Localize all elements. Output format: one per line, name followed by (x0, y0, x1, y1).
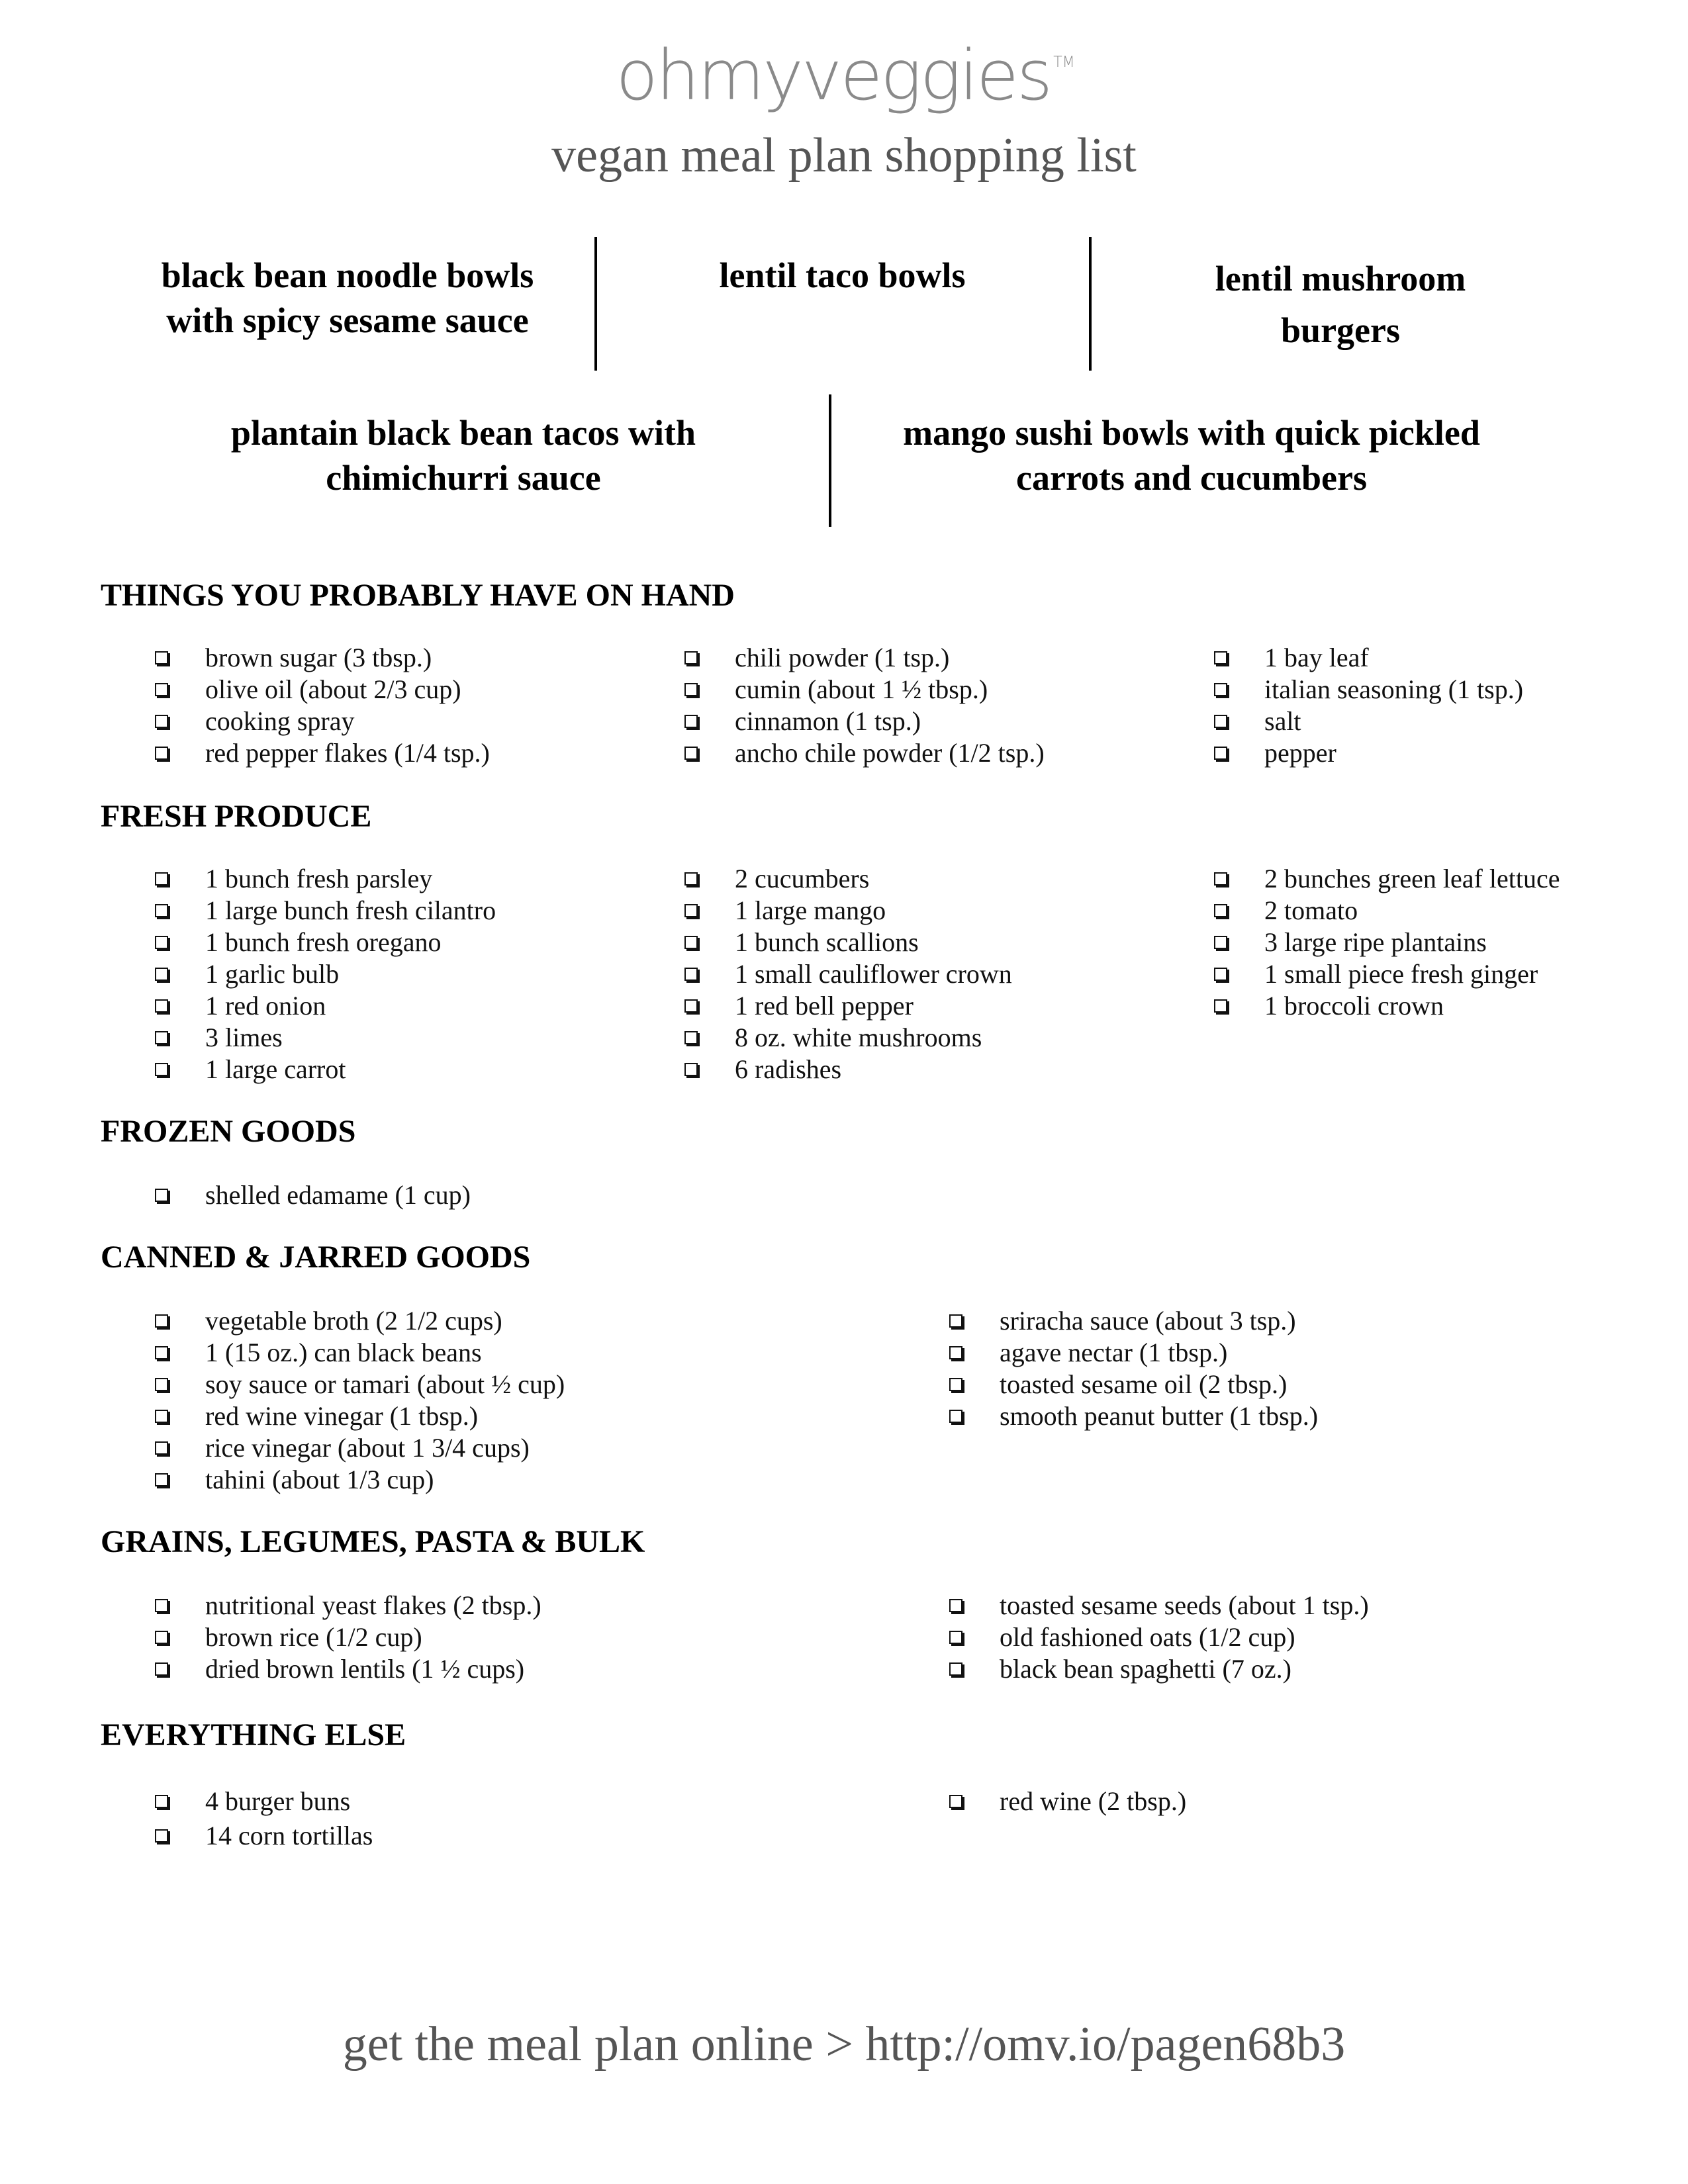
checklist-column (1158, 863, 1560, 1022)
checklist-item-label: 1 small cauliflower crown (735, 959, 1012, 989)
section-title-frozen-goods: FROZEN GOODS (101, 1114, 356, 1149)
recipe-title-4: plantain black bean tacos with chimichurri sauce (230, 413, 696, 498)
checklist-item (99, 895, 496, 927)
checkbox-icon[interactable] (155, 1346, 168, 1359)
checklist-item-label: 1 bunch fresh oregano (205, 927, 442, 957)
checklist-item (99, 1022, 496, 1054)
checkbox-icon[interactable] (155, 1189, 168, 1202)
checkbox-icon[interactable] (155, 1599, 168, 1612)
checklist-item-label: brown rice (1/2 cup) (205, 1622, 422, 1652)
recipe-divider-2 (1089, 237, 1092, 371)
checklist-item (629, 863, 1012, 895)
checkbox-icon[interactable] (1214, 747, 1227, 760)
checkbox-icon[interactable] (949, 1631, 962, 1644)
checklist-item (99, 1590, 541, 1621)
checklist-item (99, 1784, 373, 1819)
checklist-item-label: 1 large carrot (205, 1054, 346, 1084)
checkbox-icon[interactable] (155, 1662, 168, 1676)
checkbox-icon[interactable] (684, 747, 698, 760)
checklist-item-label: 4 burger buns (205, 1786, 351, 1816)
checklist-item-label: 3 large ripe plantains (1264, 927, 1487, 957)
checklist-item-label: 2 cucumbers (735, 864, 870, 893)
checklist-column (99, 1784, 373, 1853)
checklist-item-label: cooking spray (205, 706, 355, 736)
checklist-item-label: black bean spaghetti (7 oz.) (1000, 1654, 1291, 1684)
checkbox-icon[interactable] (155, 1314, 168, 1328)
checklist-item (629, 642, 1045, 674)
checklist-item (629, 927, 1012, 958)
checklist-item (99, 863, 496, 895)
checkbox-icon[interactable] (155, 683, 168, 696)
checklist-item (99, 1400, 565, 1432)
checklist-item-label: cinnamon (1 tsp.) (735, 706, 921, 736)
checkbox-icon[interactable] (155, 1829, 168, 1843)
checklist-column (99, 863, 496, 1085)
checkbox-icon[interactable] (155, 1795, 168, 1808)
checklist-item (99, 1653, 541, 1685)
checklist-column (99, 642, 490, 769)
checkbox-icon[interactable] (155, 1441, 168, 1455)
checklist-item (1158, 737, 1523, 769)
logo (0, 35, 1688, 116)
checklist-item-label: 1 small piece fresh ginger (1264, 959, 1538, 989)
recipe-title-5: mango sushi bowls with quick pickled carrots and cucumbers (903, 413, 1480, 498)
logo-text: ohmyveggies (616, 35, 1051, 116)
checkbox-icon[interactable] (684, 904, 698, 917)
checkbox-icon[interactable] (1214, 683, 1227, 696)
checklist-item (894, 1337, 1318, 1369)
checklist-item (1158, 927, 1560, 958)
checklist-item (99, 1305, 565, 1337)
checklist-item (629, 674, 1045, 705)
checkbox-icon[interactable] (949, 1662, 962, 1676)
checkbox-icon[interactable] (155, 904, 168, 917)
checkbox-icon[interactable] (155, 747, 168, 760)
checklist-item-label: 1 broccoli crown (1264, 991, 1444, 1021)
checklist-item (1158, 674, 1523, 705)
checklist-item (99, 927, 496, 958)
checkbox-icon[interactable] (1214, 968, 1227, 981)
checklist-item-label: soy sauce or tamari (about ½ cup) (205, 1369, 565, 1399)
checkbox-icon[interactable] (155, 872, 168, 886)
checklist-item (99, 1621, 541, 1653)
checklist-item-label: italian seasoning (1 tsp.) (1264, 674, 1524, 704)
checklist-item (99, 990, 496, 1022)
checkbox-icon[interactable] (949, 1410, 962, 1423)
checklist-item (629, 990, 1012, 1022)
checkbox-icon[interactable] (1214, 999, 1227, 1013)
checklist-item-label: red pepper flakes (1/4 tsp.) (205, 738, 490, 768)
checklist-item-label: red wine (2 tbsp.) (1000, 1786, 1187, 1816)
checklist-column (894, 1784, 1186, 1819)
checklist-item (1158, 863, 1560, 895)
checkbox-icon[interactable] (684, 1031, 698, 1044)
checkbox-icon[interactable] (155, 715, 168, 728)
checkbox-icon[interactable] (155, 1631, 168, 1644)
checkbox-icon[interactable] (1214, 651, 1227, 664)
checkbox-icon[interactable] (949, 1795, 962, 1808)
checklist-item-label: 8 oz. white mushrooms (735, 1023, 982, 1052)
checklist-item-label: smooth peanut butter (1 tbsp.) (1000, 1401, 1319, 1431)
checklist-item (99, 1179, 471, 1211)
checkbox-icon[interactable] (684, 651, 698, 664)
section-title-grains-legumes: GRAINS, LEGUMES, PASTA & BULK (101, 1524, 645, 1559)
checkbox-icon[interactable] (155, 651, 168, 664)
checklist-item-label: vegetable broth (2 1/2 cups) (205, 1306, 502, 1336)
checklist-column (99, 1305, 565, 1496)
checkbox-icon[interactable] (949, 1314, 962, 1328)
checklist-column (629, 642, 1045, 769)
checklist-item (99, 737, 490, 769)
section-title-on-hand: THINGS YOU PROBABLY HAVE ON HAND (101, 578, 735, 613)
checkbox-icon[interactable] (155, 1063, 168, 1076)
checklist-item-label: shelled edamame (1 cup) (205, 1180, 471, 1210)
checkbox-icon[interactable] (949, 1346, 962, 1359)
checkbox-icon[interactable] (684, 683, 698, 696)
checklist-item-label: olive oil (about 2/3 cup) (205, 674, 461, 704)
section-title-canned-jarred: CANNED & JARRED GOODS (101, 1240, 531, 1275)
checklist-item-label: 1 (15 oz.) can black beans (205, 1338, 482, 1367)
checklist-item-label: rice vinegar (about 1 3/4 cups) (205, 1433, 530, 1463)
checkbox-icon[interactable] (155, 968, 168, 981)
checklist-item (894, 1621, 1369, 1653)
checklist-item-label: 3 limes (205, 1023, 283, 1052)
checklist-item-label: 1 bunch scallions (735, 927, 919, 957)
checkbox-icon[interactable] (155, 1410, 168, 1423)
checklist-item (99, 674, 490, 705)
checkbox-icon[interactable] (155, 1473, 168, 1486)
checklist-item (629, 1054, 1012, 1085)
checklist-item (629, 958, 1012, 990)
checklist-item (99, 958, 496, 990)
checklist-item-label: dried brown lentils (1 ½ cups) (205, 1654, 525, 1684)
checklist-item (99, 1819, 373, 1853)
checklist-item (99, 705, 490, 737)
checklist-item-label: 1 bunch fresh parsley (205, 864, 433, 893)
checklist-item-label: toasted sesame seeds (about 1 tsp.) (1000, 1590, 1369, 1620)
checklist-item (1158, 895, 1560, 927)
checklist-item (1158, 958, 1560, 990)
checklist-item (99, 1432, 565, 1464)
checklist-item-label: cumin (about 1 ½ tbsp.) (735, 674, 988, 704)
checklist-item (629, 895, 1012, 927)
recipe-title-3: lentil mushroom burgers (1215, 259, 1466, 350)
checklist-item (894, 1400, 1318, 1432)
checklist-item (894, 1369, 1318, 1400)
checkbox-icon[interactable] (155, 999, 168, 1013)
checklist-item-label: 6 radishes (735, 1054, 842, 1084)
checklist-item-label: ancho chile powder (1/2 tsp.) (735, 738, 1045, 768)
checklist-item-label: 14 corn tortillas (205, 1821, 373, 1850)
checklist-item-label: 1 large mango (735, 895, 886, 925)
checkbox-icon[interactable] (949, 1599, 962, 1612)
checklist-item (894, 1590, 1369, 1621)
section-title-fresh-produce: FRESH PRODUCE (101, 799, 372, 834)
logo-trademark: TM (1053, 54, 1075, 71)
checkbox-icon[interactable] (949, 1378, 962, 1391)
checkbox-icon[interactable] (155, 1031, 168, 1044)
checklist-item-label: 1 garlic bulb (205, 959, 340, 989)
checklist-item-label: sriracha sauce (about 3 tsp.) (1000, 1306, 1296, 1336)
checklist-item-label: salt (1264, 706, 1301, 736)
page-subtitle: vegan meal plan shopping list (551, 128, 1137, 183)
checklist-item-label: brown sugar (3 tbsp.) (205, 643, 432, 672)
checkbox-icon[interactable] (684, 968, 698, 981)
checklist-item (1158, 705, 1523, 737)
checkbox-icon[interactable] (684, 715, 698, 728)
checklist-item-label: toasted sesame oil (2 tbsp.) (1000, 1369, 1288, 1399)
checklist-item-label: tahini (about 1/3 cup) (205, 1465, 434, 1494)
checklist-item-label: 2 tomato (1264, 895, 1358, 925)
checkbox-icon[interactable] (1214, 872, 1227, 886)
checklist-item (629, 705, 1045, 737)
checklist-column (894, 1305, 1318, 1432)
checklist-item-label: 1 red onion (205, 991, 326, 1021)
checklist-item (99, 1054, 496, 1085)
checklist-item-label: chili powder (1 tsp.) (735, 643, 950, 672)
checklist-item-label: 1 red bell pepper (735, 991, 914, 1021)
section-title-everything-else: EVERYTHING ELSE (101, 1717, 406, 1752)
checklist-item (99, 1464, 565, 1496)
checklist-item-label: 2 bunches green leaf lettuce (1264, 864, 1560, 893)
checkbox-icon[interactable] (684, 999, 698, 1013)
checklist-item-label: agave nectar (1 tbsp.) (1000, 1338, 1228, 1367)
checklist-column (99, 1179, 471, 1211)
checklist-item (894, 1784, 1186, 1819)
checkbox-icon[interactable] (1214, 936, 1227, 949)
checkbox-icon[interactable] (684, 936, 698, 949)
checklist-item (894, 1653, 1369, 1685)
checklist-item (99, 1369, 565, 1400)
checklist-column (894, 1590, 1369, 1685)
checklist-item-label: nutritional yeast flakes (2 tbsp.) (205, 1590, 541, 1620)
checklist-item-label: red wine vinegar (1 tbsp.) (205, 1401, 479, 1431)
checklist-item (99, 1337, 565, 1369)
checkbox-icon[interactable] (155, 936, 168, 949)
checklist-item (1158, 990, 1560, 1022)
checklist-item (629, 1022, 1012, 1054)
recipe-title-2: lentil taco bowls (719, 255, 966, 295)
checklist-item (629, 737, 1045, 769)
checkbox-icon[interactable] (684, 872, 698, 886)
checklist-column (99, 1590, 541, 1685)
checkbox-icon[interactable] (155, 1378, 168, 1391)
checkbox-icon[interactable] (1214, 715, 1227, 728)
checkbox-icon[interactable] (684, 1063, 698, 1076)
checklist-item (1158, 642, 1523, 674)
footer-link-text: get the meal plan online > http://omv.io/pagen68b3 (342, 2017, 1346, 2071)
recipe-title-1: black bean noodle bowls with spicy sesame sauce (161, 255, 534, 340)
checklist-item (894, 1305, 1318, 1337)
checklist-column (629, 863, 1012, 1085)
checkbox-icon[interactable] (1214, 904, 1227, 917)
checklist-item (99, 642, 490, 674)
checklist-item-label: pepper (1264, 738, 1336, 768)
checklist-column (1158, 642, 1523, 769)
checklist-item-label: old fashioned oats (1/2 cup) (1000, 1622, 1295, 1652)
checklist-item-label: 1 bay leaf (1264, 643, 1369, 672)
checklist-item-label: 1 large bunch fresh cilantro (205, 895, 496, 925)
